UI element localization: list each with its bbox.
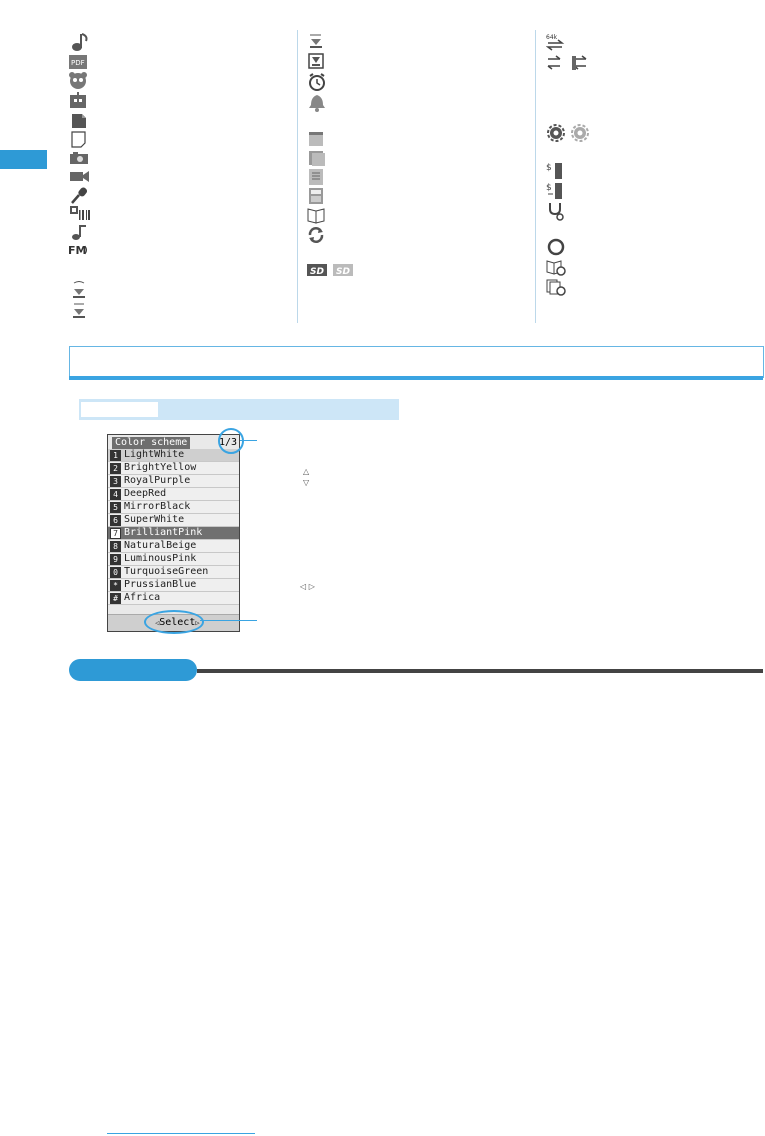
section-heading-box bbox=[69, 346, 764, 378]
softkey-label: Select bbox=[159, 617, 196, 628]
color-scheme-list bbox=[108, 449, 239, 605]
usb-icon bbox=[546, 54, 592, 72]
svg-text:SD: SD bbox=[310, 267, 324, 277]
item-label: Africa bbox=[124, 592, 161, 603]
item-label: RoyalPurple bbox=[124, 475, 191, 486]
list-item[interactable] bbox=[108, 475, 239, 488]
list-item[interactable] bbox=[108, 579, 239, 592]
item-label: LightWhite bbox=[124, 449, 185, 460]
item-number: 7 bbox=[110, 528, 121, 539]
right-arrow-icon: ▷ bbox=[195, 619, 200, 627]
subheading-band bbox=[79, 399, 399, 420]
item-number: 5 bbox=[110, 502, 121, 513]
up-key-icon: △ bbox=[303, 467, 310, 476]
icon-reference-table bbox=[62, 30, 765, 326]
softkey-callout-ring bbox=[144, 610, 204, 634]
melody-icon bbox=[70, 223, 88, 241]
price-phone-alt-icon bbox=[546, 181, 566, 201]
point-heading-pill bbox=[69, 659, 197, 681]
item-label: SuperWhite bbox=[124, 514, 185, 525]
dictionary-search-icon bbox=[546, 258, 568, 278]
calculator-icon bbox=[307, 187, 325, 205]
price-phone-icon bbox=[546, 161, 566, 181]
page-indicator-callout-line bbox=[240, 440, 257, 441]
chapter-index-tab bbox=[0, 150, 47, 169]
screen-title: Color scheme bbox=[112, 437, 190, 449]
sync-icon bbox=[307, 226, 325, 244]
footer-rule bbox=[107, 1133, 255, 1134]
item-number: 1 bbox=[110, 450, 121, 461]
fm-radio-icon bbox=[68, 242, 90, 258]
point-heading-rule bbox=[197, 669, 763, 673]
item-label: BrilliantPink bbox=[124, 527, 203, 538]
camera-icon bbox=[69, 151, 89, 165]
character-icon bbox=[68, 72, 88, 90]
text-file-icon bbox=[307, 168, 325, 186]
alarm-clock-icon bbox=[307, 72, 327, 92]
item-label: TurquoiseGreen bbox=[124, 566, 209, 577]
phone-screen bbox=[107, 434, 240, 632]
page-indicator-callout-ring bbox=[218, 428, 244, 454]
dictionary-icon bbox=[307, 206, 325, 224]
svg-text:SD: SD bbox=[336, 267, 350, 277]
section-heading-underline bbox=[69, 376, 763, 380]
item-number: 3 bbox=[110, 476, 121, 487]
microphone-icon bbox=[69, 186, 89, 204]
settings-gear-icon bbox=[546, 123, 594, 143]
svg-text:$: $ bbox=[546, 183, 552, 193]
download-icon bbox=[307, 33, 325, 49]
music-note-icon bbox=[70, 32, 90, 52]
list-item[interactable] bbox=[108, 592, 239, 605]
list-item[interactable] bbox=[108, 566, 239, 579]
softkey-callout-line bbox=[200, 620, 257, 621]
list-item[interactable] bbox=[108, 553, 239, 566]
svg-text:PDF: PDF bbox=[71, 59, 85, 67]
barcode-icon bbox=[69, 205, 91, 221]
calendar-icon bbox=[307, 130, 325, 148]
loop-icon bbox=[546, 237, 566, 257]
list-item[interactable] bbox=[108, 540, 239, 553]
calendar-multi-icon bbox=[307, 149, 327, 167]
item-number: 0 bbox=[110, 567, 121, 578]
stethoscope-icon bbox=[546, 201, 566, 221]
64k-transfer-icon bbox=[546, 32, 566, 52]
item-number: 9 bbox=[110, 554, 121, 565]
item-label: PrussianBlue bbox=[124, 579, 197, 590]
robot-icon bbox=[68, 92, 88, 110]
column-divider bbox=[297, 30, 298, 323]
data-transfer-receive-icon bbox=[70, 281, 88, 299]
bell-icon bbox=[307, 93, 327, 113]
left-arrow-icon: ◁ bbox=[155, 619, 160, 627]
list-item[interactable] bbox=[108, 449, 239, 462]
data-transfer-send-icon bbox=[70, 301, 88, 319]
item-label: NaturalBeige bbox=[124, 540, 197, 551]
svg-text:FM: FM bbox=[68, 244, 87, 257]
list-item[interactable] bbox=[108, 514, 239, 527]
multi-search-icon bbox=[546, 278, 568, 298]
pdf-icon bbox=[68, 54, 88, 70]
item-label: BrightYellow bbox=[124, 462, 197, 473]
item-number: # bbox=[110, 593, 121, 604]
download-box-icon bbox=[307, 52, 325, 70]
left-right-key-icon: ◁ ▷ bbox=[300, 582, 315, 591]
list-item[interactable] bbox=[108, 462, 239, 475]
video-camera-icon bbox=[69, 169, 91, 183]
item-number: 8 bbox=[110, 541, 121, 552]
svg-text:$: $ bbox=[546, 163, 552, 173]
item-number: 4 bbox=[110, 489, 121, 500]
list-item[interactable] bbox=[108, 488, 239, 501]
item-label: MirrorBlack bbox=[124, 501, 191, 512]
item-number: 2 bbox=[110, 463, 121, 474]
sd-card-icon bbox=[306, 263, 356, 277]
document-icon bbox=[70, 112, 88, 130]
memo-icon bbox=[71, 131, 87, 149]
list-item[interactable] bbox=[108, 501, 239, 514]
page-indicator: 1/3 bbox=[218, 437, 237, 448]
item-label: LuminousPink bbox=[124, 553, 197, 564]
svg-text:64k: 64k bbox=[546, 34, 558, 41]
list-item-selected[interactable] bbox=[108, 527, 239, 540]
column-divider bbox=[535, 30, 536, 323]
item-label: DeepRed bbox=[124, 488, 167, 499]
down-key-icon: ▽ bbox=[303, 478, 310, 487]
item-number: 6 bbox=[110, 515, 121, 526]
item-number: * bbox=[110, 580, 121, 591]
